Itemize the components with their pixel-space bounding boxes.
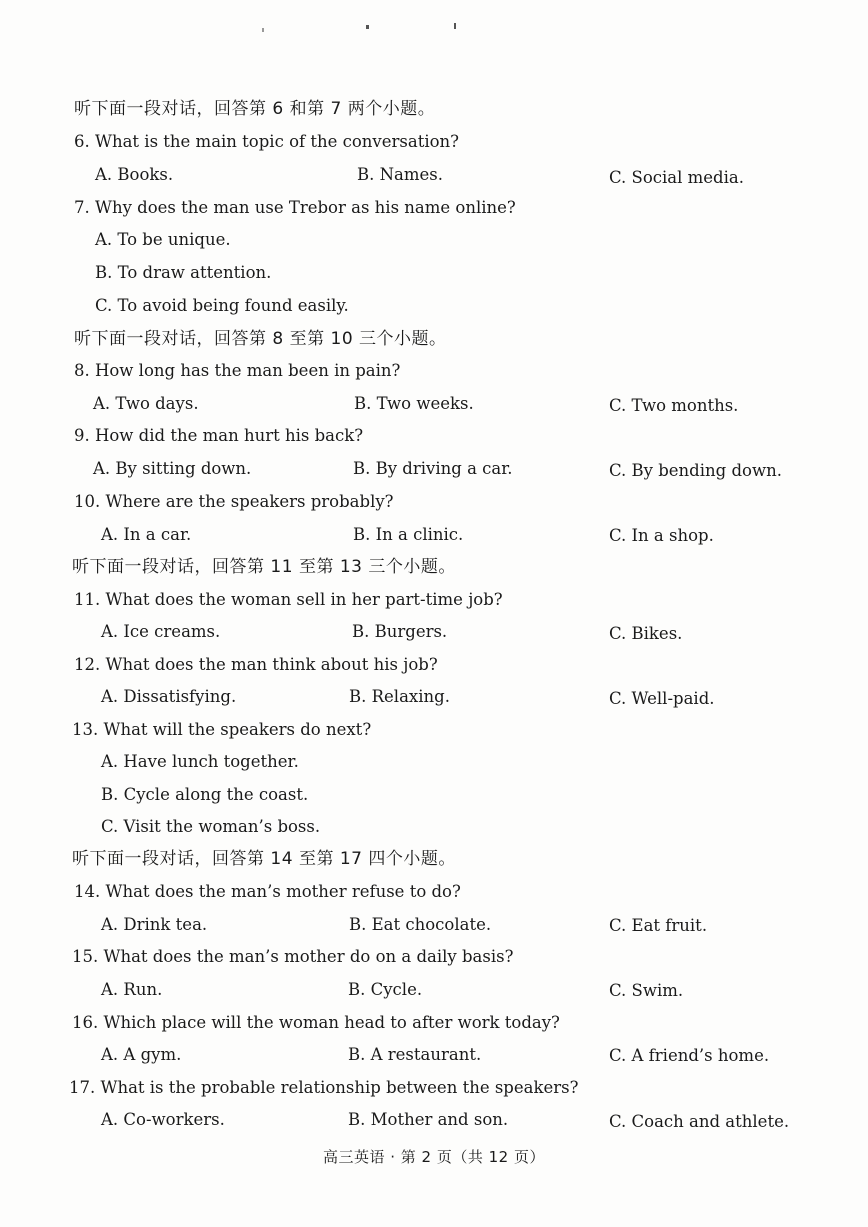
q6-option-a: A. Books. [95,165,174,184]
q9-option-a: A. By sitting down. [93,459,252,478]
q8-option-a: A. Two days. [93,394,199,413]
question-9: 9. How did the man hurt his back? [74,426,364,445]
scan-mark [262,28,264,32]
q8-option-b: B. Two weeks. [354,394,474,413]
q14-option-c: C. Eat fruit. [609,916,708,935]
q7-option-a: A. To be unique. [95,230,231,249]
section-instruction: 听下面一段对话，回答第 8 至第 10 三个小题。 [74,329,447,349]
q12-option-c: C. Well-paid. [609,689,715,708]
q15-option-c: C. Swim. [609,981,684,1000]
q14-option-a: A. Drink tea. [101,915,208,934]
q14-option-b: B. Eat chocolate. [349,915,492,934]
q11-option-b: B. Burgers. [352,622,448,641]
question-16: 16. Which place will the woman head to after work today? [72,1013,560,1032]
q17-option-b: B. Mother and son. [348,1110,509,1129]
q9-option-b: B. By driving a car. [353,459,513,478]
q12-option-b: B. Relaxing. [349,687,450,706]
q10-option-c: C. In a shop. [609,526,714,545]
q10-option-b: B. In a clinic. [353,525,464,544]
question-12: 12. What does the man think about his job? [74,655,438,674]
q13-option-a: A. Have lunch together. [101,752,299,771]
q15-option-a: A. Run. [101,980,163,999]
question-8: 8. How long has the man been in pain? [74,361,401,380]
question-7: 7. Why does the man use Trebor as his name online? [74,198,516,217]
q11-option-c: C. Bikes. [609,624,683,643]
section-instruction: 听下面一段对话，回答第 11 至第 13 三个小题。 [72,557,456,577]
question-11: 11. What does the woman sell in her part-time job? [74,590,503,609]
question-14: 14. What does the man’s mother refuse to do? [74,882,461,901]
q11-option-a: A. Ice creams. [101,622,221,641]
question-10: 10. Where are the speakers probably? [74,492,394,511]
section-instruction: 听下面一段对话，回答第 6 和第 7 两个小题。 [74,99,436,119]
page-footer: 高三英语 · 第 2 页（共 12 页） [322,1148,545,1166]
scan-mark [366,25,369,29]
q8-option-c: C. Two months. [609,396,739,415]
q7-option-b: B. To draw attention. [95,263,272,282]
question-6: 6. What is the main topic of the conversation? [74,132,460,151]
q15-option-b: B. Cycle. [348,980,423,999]
q16-option-c: C. A friend’s home. [609,1046,770,1065]
q12-option-a: A. Dissatisfying. [101,687,237,706]
q6-option-c: C. Social media. [609,168,744,187]
question-15: 15. What does the man’s mother do on a daily basis? [72,947,514,966]
q16-option-a: A. A gym. [101,1045,182,1064]
q13-option-c: C. Visit the woman’s boss. [101,817,321,836]
scan-mark [454,23,456,29]
section-instruction: 听下面一段对话，回答第 14 至第 17 四个小题。 [72,849,456,869]
q16-option-b: B. A restaurant. [348,1045,482,1064]
q17-option-c: C. Coach and athlete. [609,1112,790,1131]
q17-option-a: A. Co-workers. [101,1110,225,1129]
q7-option-c: C. To avoid being found easily. [95,296,349,315]
q6-option-b: B. Names. [357,165,444,184]
q13-option-b: B. Cycle along the coast. [101,785,309,804]
question-17: 17. What is the probable relationship between the speakers? [69,1078,579,1097]
question-13: 13. What will the speakers do next? [72,720,372,739]
q9-option-c: C. By bending down. [609,461,782,480]
q10-option-a: A. In a car. [101,525,192,544]
